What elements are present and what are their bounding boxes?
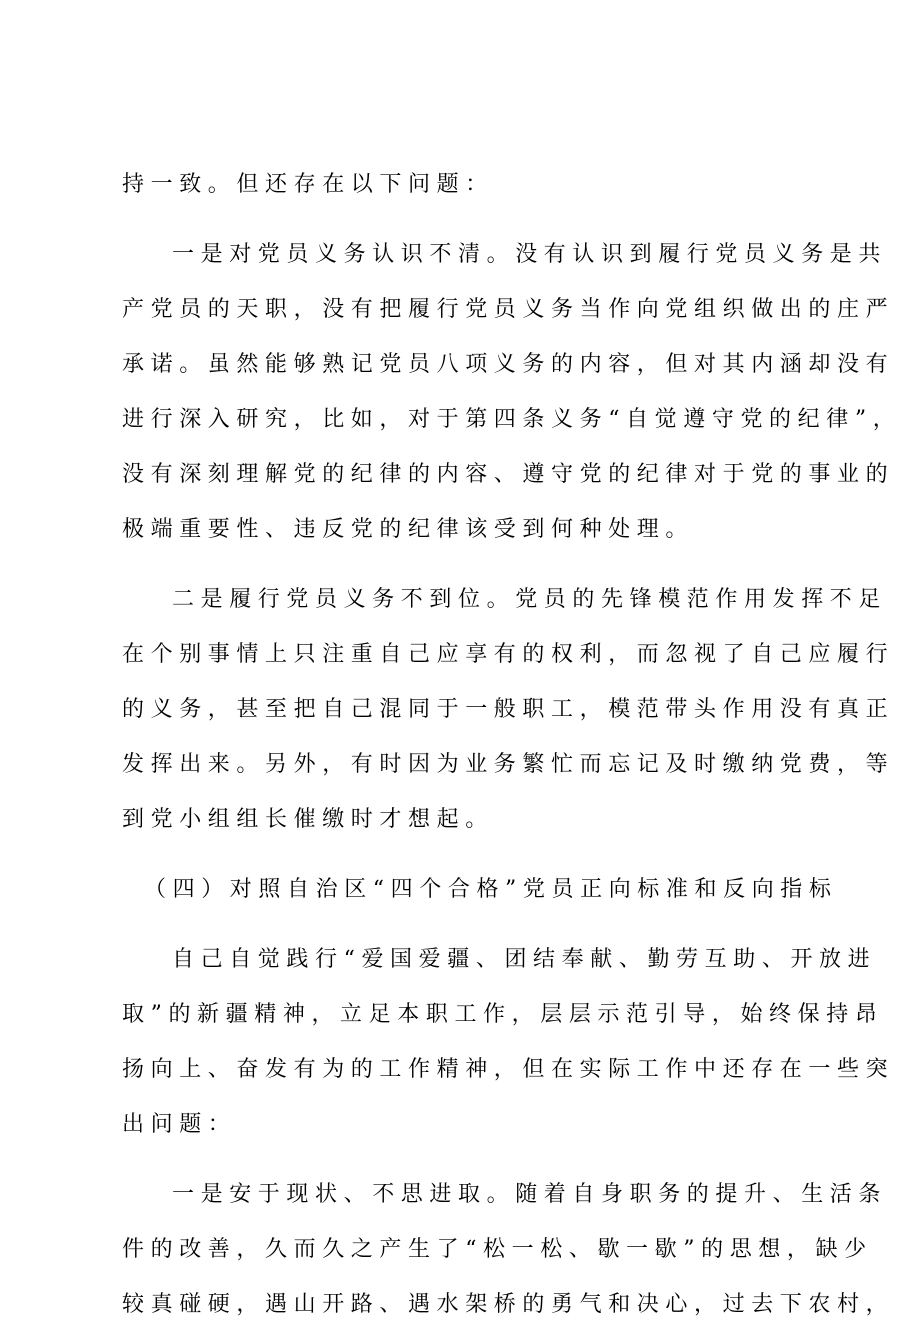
text-line: 一是对党员义务认识不清。没有认识到履行党员义务是共: [172, 242, 888, 267]
text-line: 极端重要性、违反党的纪律该受到何种处理。: [122, 517, 695, 542]
text-line: 件的改善，久而久之产生了“松一松、歇一歇”的思想，缺少: [122, 1237, 873, 1262]
text-line: 取”的新疆精神，立足本职工作，层层示范引导，始终保持昂: [122, 1002, 884, 1027]
text-line: 较真碰硬，遇山开路、遇水架桥的勇气和决心，过去下农村，: [122, 1292, 895, 1317]
text-line: 持一致。但还存在以下问题：: [122, 172, 494, 197]
text-line: 二是履行党员义务不到位。党员的先锋模范作用发挥不足: [172, 587, 888, 612]
text-line: 一是安于现状、不思进取。随着自身职务的提升、生活条: [172, 1182, 888, 1207]
text-line: 到党小组组长催缴时才想起。: [122, 807, 494, 832]
text-line: 的义务，甚至把自己混同于一般职工，模范带头作用没有真正: [122, 697, 895, 722]
text-line: 在个别事情上只注重自己应享有的权利，而忽视了自己应履行: [122, 642, 895, 667]
text-line: 自己自觉践行“爱国爱疆、团结奉献、勤劳互助、开放进: [172, 947, 877, 972]
text-line: 承诺。虽然能够熟记党员八项义务的内容，但对其内涵却没有: [122, 352, 895, 377]
section-heading: （四）对照自治区“四个合格”党员正向标准和反向指标: [144, 877, 838, 902]
text-line: 没有深刻理解党的纪律的内容、遵守党的纪律对于党的事业的: [122, 462, 895, 487]
text-line: 出问题：: [122, 1112, 237, 1137]
text-line: 进行深入研究，比如，对于第四条义务“自觉遵守党的纪律”，: [122, 407, 902, 432]
text-line: 产党员的天职，没有把履行党员义务当作向党组织做出的庄严: [122, 297, 895, 322]
text-line: 发挥出来。另外，有时因为业务繁忙而忘记及时缴纳党费，等: [122, 752, 895, 777]
text-line: 扬向上、奋发有为的工作精神，但在实际工作中还存在一些突: [122, 1057, 895, 1082]
